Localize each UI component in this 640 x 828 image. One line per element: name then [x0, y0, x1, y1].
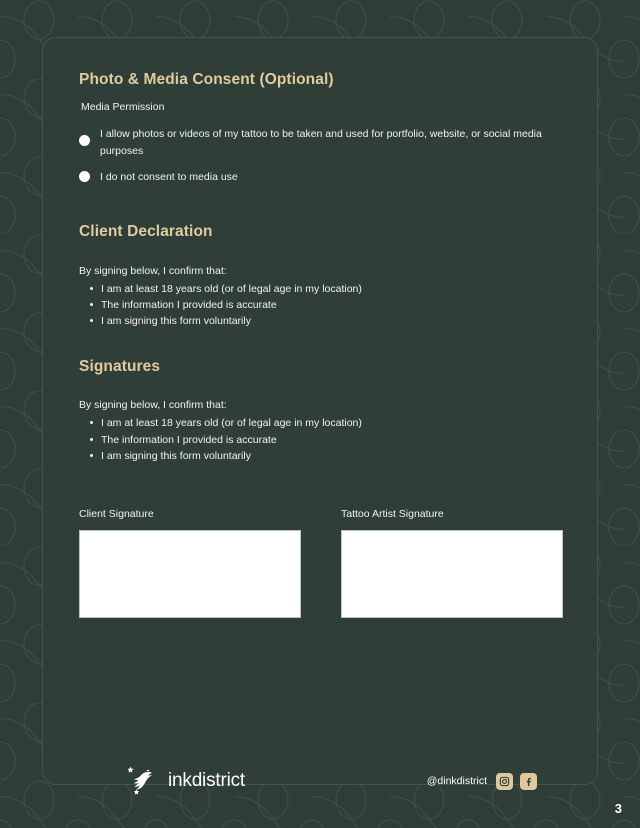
list-item: I am at least 18 years old (or of legal age in my location) — [101, 415, 563, 431]
facebook-icon[interactable] — [520, 773, 537, 790]
signature-label-artist: Tattoo Artist Signature — [341, 508, 444, 521]
page-number: 3 — [614, 801, 622, 816]
radio-option-label: I allow photos or videos of my tattoo to be taken and used for portfolio, website, or social media purposes — [100, 128, 542, 157]
instagram-icon[interactable] — [496, 773, 513, 790]
radio-option-label: I do not consent to media use — [100, 170, 238, 183]
radio-group-media-permission — [79, 126, 563, 185]
signature-block-client — [79, 508, 301, 618]
list-item: I am signing this form voluntarily — [101, 313, 563, 329]
section-heading-client-declaration: Client Declaration — [79, 223, 213, 241]
social-links — [427, 773, 537, 790]
section-client-declaration — [79, 223, 563, 330]
social-handle: @dinkdistrict — [426, 775, 487, 787]
section-heading-photo-media-consent: Photo & Media Consent (Optional) — [79, 71, 334, 88]
signature-label-client: Client Signature — [79, 508, 154, 521]
section-photo-media-consent — [79, 71, 563, 185]
radio-option-allow-media[interactable] — [79, 126, 563, 159]
facebook-glyph — [523, 776, 534, 787]
section-heading-signatures: Signatures — [79, 357, 161, 375]
signature-input-client[interactable] — [79, 530, 301, 618]
section-signatures — [79, 358, 563, 619]
list-item: I am at least 18 years old (or of legal age in my location) — [101, 281, 563, 297]
list-item: The information I provided is accurate — [101, 432, 563, 448]
list-item: The information I provided is accurate — [101, 297, 563, 313]
field-label-media-permission: Media Permission — [81, 100, 165, 113]
radio-option-decline-media[interactable] — [79, 169, 563, 185]
signature-input-artist[interactable] — [341, 530, 563, 618]
client-declaration-bullets — [79, 281, 563, 330]
brand-lockup — [121, 764, 245, 798]
footer — [121, 764, 537, 798]
signature-fields — [79, 508, 563, 618]
form-content — [79, 71, 563, 618]
signatures-intro: By signing below, I confirm that: — [79, 399, 227, 412]
form-card — [42, 37, 598, 791]
client-declaration-intro: By signing below, I confirm that: — [79, 264, 227, 277]
instagram-glyph — [499, 776, 510, 787]
brand-name: inkdistrict — [168, 770, 245, 791]
radio-indicator-icon[interactable] — [79, 171, 90, 182]
signatures-bullets — [79, 415, 563, 464]
list-item: I am signing this form voluntarily — [101, 448, 563, 464]
signature-block-artist — [341, 508, 563, 618]
radio-indicator-icon[interactable] — [79, 135, 90, 146]
phoenix-bird-icon — [121, 764, 159, 798]
